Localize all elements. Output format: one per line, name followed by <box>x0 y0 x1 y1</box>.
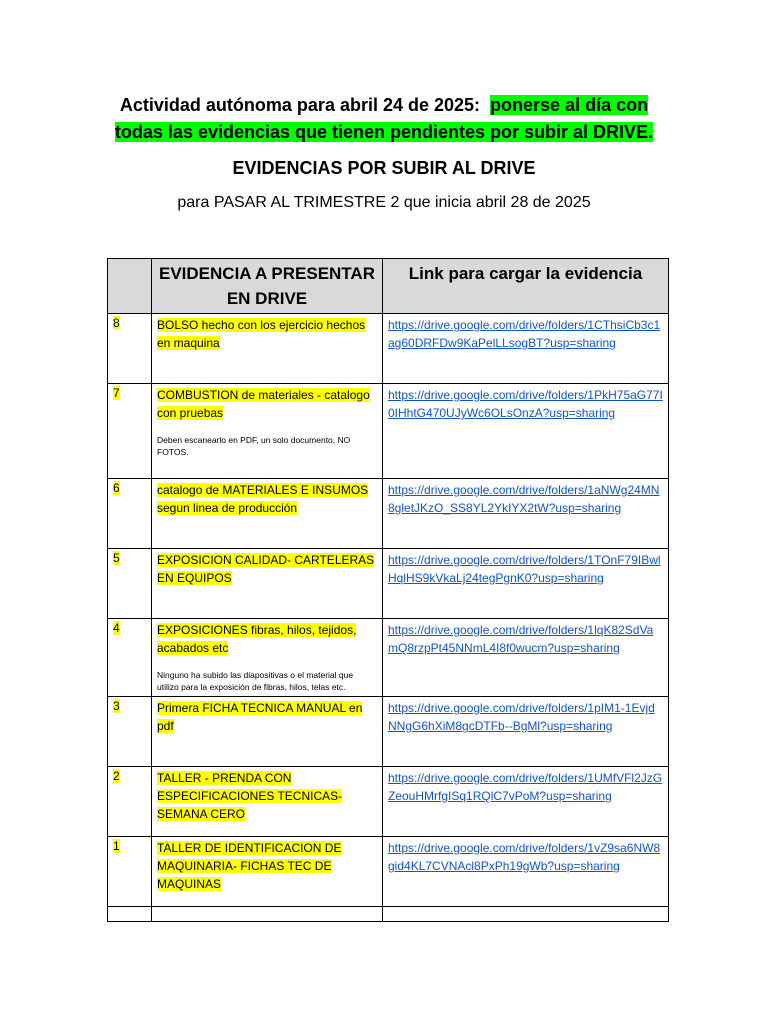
drive-link[interactable]: https://drive.google.com/drive/folders/1vZ9sa6NW8gid4KL7CVNAcl8PxPh19gWb?usp=sharing <box>388 841 661 873</box>
drive-link[interactable]: https://drive.google.com/drive/folders/1CThsiCb3c1ag60DRFDw9KaPelLLsogBT?usp=sharing <box>388 318 661 350</box>
table-header-row <box>108 259 669 314</box>
row-number: 6 <box>113 481 120 495</box>
trimester-note: para PASAR AL TRIMESTRE 2 que inicia abril 28 de 2025 <box>177 194 591 211</box>
title-highlight-2: todas las evidencias que tienen pendientes por subir al DRIVE. <box>114 122 654 142</box>
row-number: 7 <box>113 386 120 400</box>
section-heading: EVIDENCIAS POR SUBIR AL DRIVE <box>232 158 536 178</box>
row-number: 1 <box>113 839 120 853</box>
row-number: 2 <box>113 769 120 783</box>
evidence-note: Deben escanearlo en PDF, un solo documento, NO FOTOS. <box>157 435 351 457</box>
evidence-table <box>107 258 669 922</box>
header-evidence: EVIDENCIA A PRESENTAR EN DRIVE <box>152 259 383 314</box>
row-number: 8 <box>113 316 120 330</box>
evidence-note: Ninguno ha subido las diapositivas o el material que utilizo para la exposición de fibras, hilos, telas etc. <box>157 670 354 692</box>
title-text: Actividad autónoma para abril 24 de 2025: <box>119 95 481 115</box>
row-number: 3 <box>113 699 120 713</box>
row-number: 5 <box>113 551 120 565</box>
evidence-label: EXPOSICION CALIDAD- CARTELERAS EN EQUIPOS <box>157 553 375 585</box>
drive-link[interactable]: https://drive.google.com/drive/folders/1UMfVFl2JzGZeouHMrfgISq1RQlC7vPoM?usp=sharing <box>388 771 663 803</box>
table-row <box>108 314 669 384</box>
table-row <box>108 549 669 619</box>
empty-row <box>108 907 669 922</box>
title-highlight-1: ponerse al día con <box>490 95 649 115</box>
drive-link[interactable]: https://drive.google.com/drive/folders/1TOnF79IBwlHqlHS9kVkaLj24tegPgnK0?usp=sharing <box>388 553 661 585</box>
evidence-label: TALLER DE IDENTIFICACION DE MAQUINARIA- FICHAS TEC DE MAQUINAS <box>157 841 342 891</box>
drive-link[interactable]: https://drive.google.com/drive/folders/1pIM1-1EvjdNNgG6hXiM8gcDTFb--BgMl?usp=sharing <box>388 701 655 733</box>
evidence-label: BOLSO hecho con los ejercicio hechos en maquina <box>157 318 366 350</box>
header-link: Link para cargar la evidencia <box>383 259 669 314</box>
evidence-label: COMBUSTION de materiales - catalogo con pruebas <box>157 388 370 420</box>
table-row <box>108 697 669 767</box>
table-row <box>108 479 669 549</box>
row-number: 4 <box>113 621 120 635</box>
table-row <box>108 384 669 479</box>
drive-link[interactable]: https://drive.google.com/drive/folders/1PkH75aG77I0IHhtG470UJyWc6OLsOnzA?usp=sharing <box>388 388 663 420</box>
evidence-label: Primera FICHA TECNICA MANUAL en pdf <box>157 701 363 733</box>
evidence-label: EXPOSICIONES fibras, hilos, tejidos, acabados etc <box>157 623 357 655</box>
evidence-label: catalogo de MATERIALES E INSUMOS segun linea de producción <box>157 483 369 515</box>
drive-link[interactable]: https://drive.google.com/drive/folders/1lqK82SdVamQ8rzpPt45NNmL4I8f0wucm?usp=sharing <box>388 623 654 655</box>
drive-link[interactable]: https://drive.google.com/drive/folders/1aNWg24MN8gletJKzO_SS8YL2YkIYX2tW?usp=sharing <box>388 483 660 515</box>
activity-title <box>0 92 768 146</box>
evidence-label: TALLER - PRENDA CON ESPECIFICACIONES TECNICAS- SEMANA CERO <box>157 771 343 821</box>
table-row <box>108 837 669 907</box>
header-number <box>108 259 152 314</box>
table-row <box>108 619 669 697</box>
table-row <box>108 767 669 837</box>
